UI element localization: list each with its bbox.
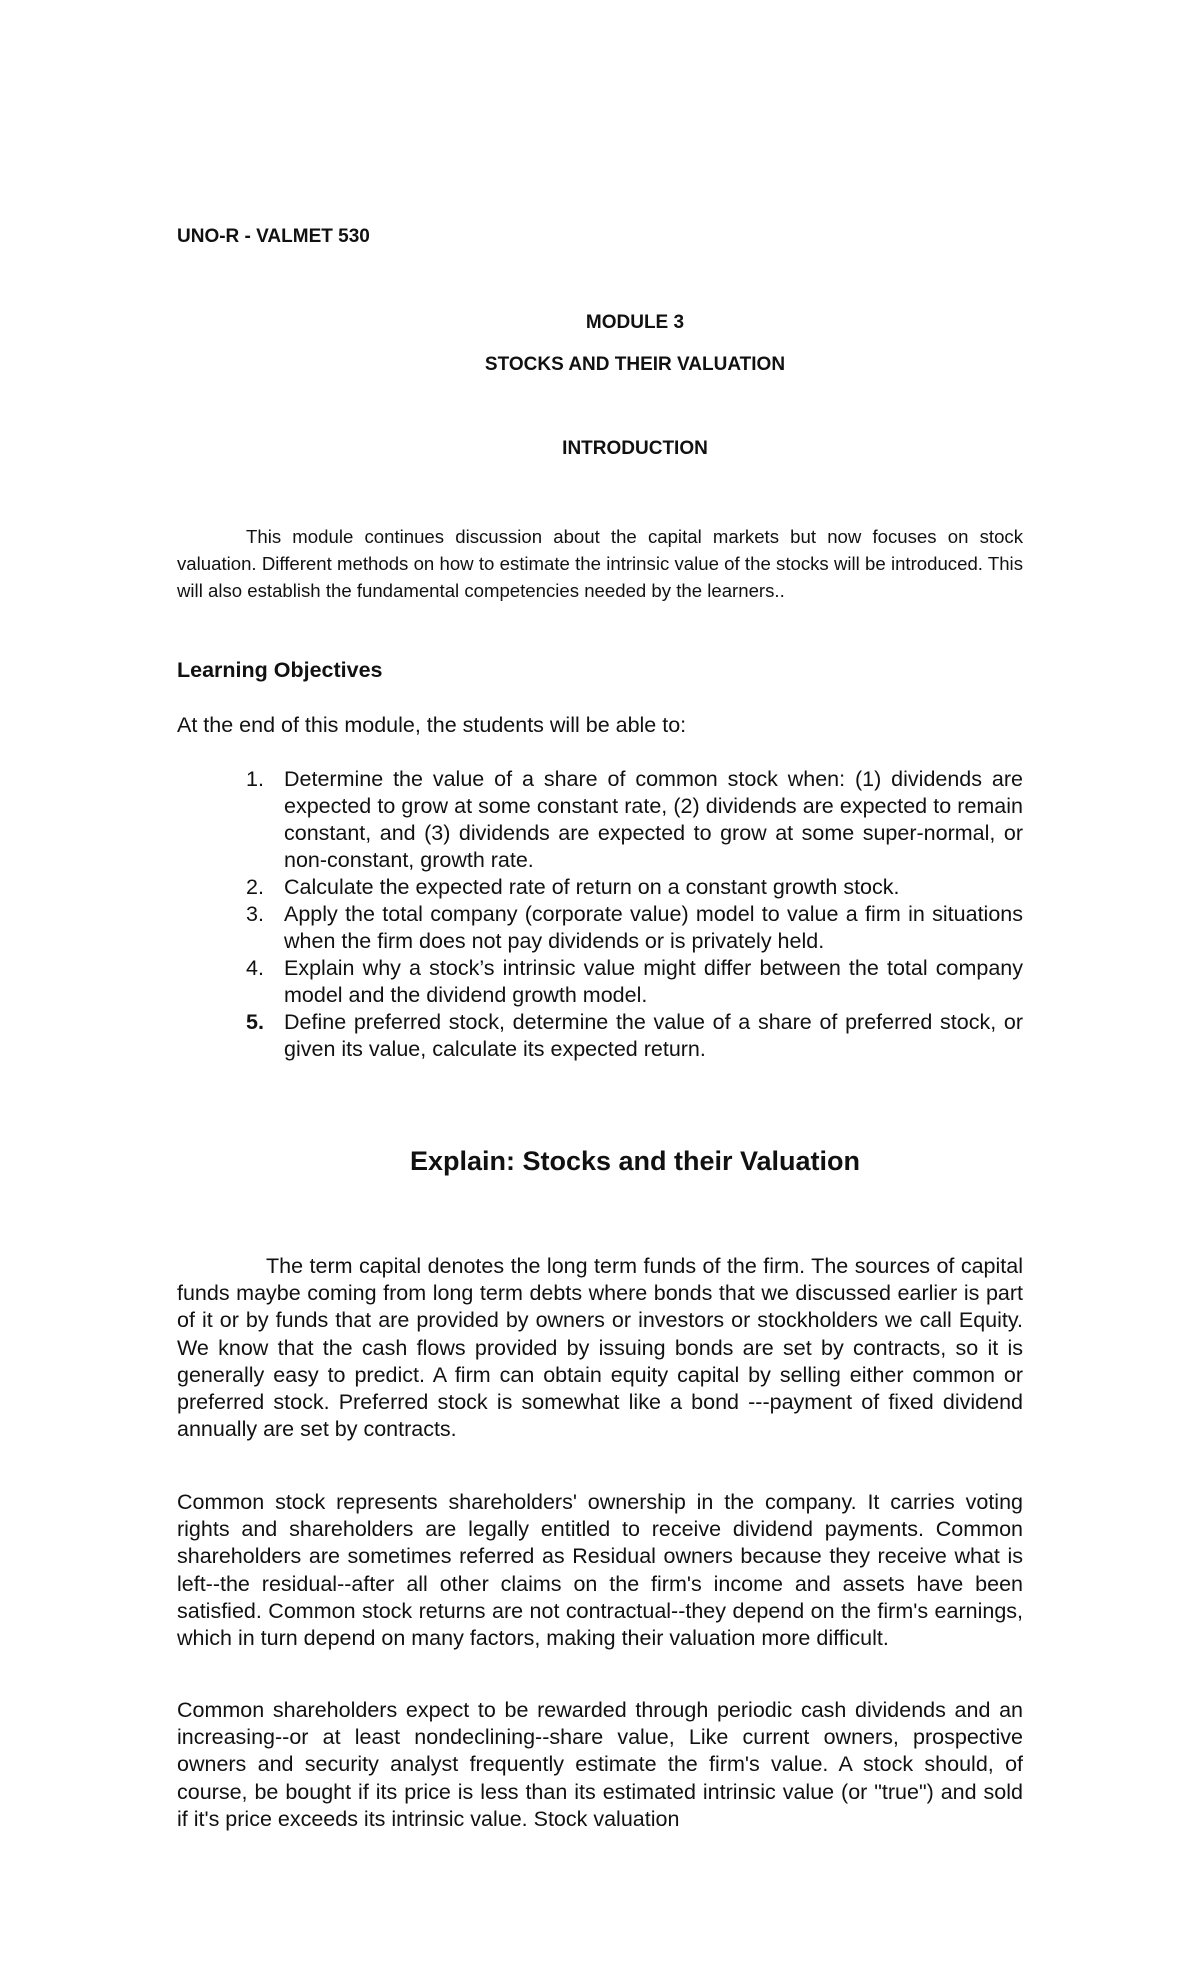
objective-text: Explain why a stock’s intrinsic value might differ between the total company model and the dividend growth model. <box>284 956 1023 1007</box>
introduction-paragraph: This module continues discussion about the capital markets but now focuses on stock valuation. Different methods on how to estimate the intrinsic value of the stocks will be introduced. This will also establish the fundamental competencies needed by the learners.. <box>177 526 1023 601</box>
explain-heading: Explain: Stocks and their Valuation <box>409 1146 861 1176</box>
explain-paragraph-3: Common shareholders expect to be rewarded through periodic cash dividends and an increasing--or at least nondeclining--share value, Like current owners, prospective owners and security analyst frequently estimate the firm's value. A stock should, of course, be bought if its price is less than its estimated intrinsic value (or "true") and sold if it's price exceeds its intrinsic value. Stock valuation <box>177 1698 1023 1831</box>
module-subtitle: STOCKS AND THEIR VALUATION <box>484 354 786 375</box>
objective-item-3 <box>246 901 1023 955</box>
objective-item-2 <box>246 874 1023 901</box>
learning-objectives-heading: Learning Objectives <box>177 658 383 682</box>
objective-text: Calculate the expected rate of return on a constant growth stock. <box>284 875 900 899</box>
learning-objectives-intro: At the end of this module, the students will be able to: <box>177 713 687 737</box>
objective-item-4 <box>246 955 1023 1009</box>
document-header: UNO-R - VALMET 530 <box>177 226 370 247</box>
module-title: MODULE 3 <box>585 312 685 333</box>
objective-number: 3. <box>246 902 264 926</box>
objectives-list <box>246 766 1023 1063</box>
objective-number: 4. <box>246 956 264 980</box>
objective-number: 1. <box>246 767 264 791</box>
objective-text: Apply the total company (corporate value) model to value a firm in situations when the firm does not pay dividends or is privately held. <box>284 902 1023 953</box>
explain-paragraph-2: Common stock represents shareholders' ownership in the company. It carries voting rights and shareholders are legally entitled to receive dividend payments. Common shareholders are sometimes referred as Residual owners because they receive what is left--the residual--after all other claims on the firm's income and assets have been satisfied. Common stock returns are not contractual--they depend on the firm's earnings, which in turn depend on many factors, making their valuation more difficult. <box>177 1490 1023 1651</box>
objective-text: Determine the value of a share of common stock when: (1) dividends are expected to grow at some constant rate, (2) dividends are expected to remain constant, and (3) dividends are expected to grow at some super-normal, or non-constant, growth rate. <box>284 767 1023 872</box>
objective-item-1 <box>246 766 1023 874</box>
introduction-heading: INTRODUCTION <box>562 438 708 459</box>
objective-text: Define preferred stock, determine the value of a share of preferred stock, or given its value, calculate its expected return. <box>284 1010 1023 1061</box>
objective-number: 2. <box>246 875 264 899</box>
objective-number: 5. <box>246 1010 264 1034</box>
objective-item-5 <box>246 1009 1023 1063</box>
explain-paragraph-1: The term capital denotes the long term funds of the firm. The sources of capital funds maybe coming from long term debts where bonds that we discussed earlier is part of it or by funds that are provided by owners or investors or stockholders we call Equity. We know that the cash flows provided by issuing bonds are set by contracts, so it is generally easy to predict. A firm can obtain equity capital by selling either common or preferred stock. Preferred stock is somewhat like a bond ---payment of fixed dividend annually are set by contracts. <box>177 1254 1023 1442</box>
